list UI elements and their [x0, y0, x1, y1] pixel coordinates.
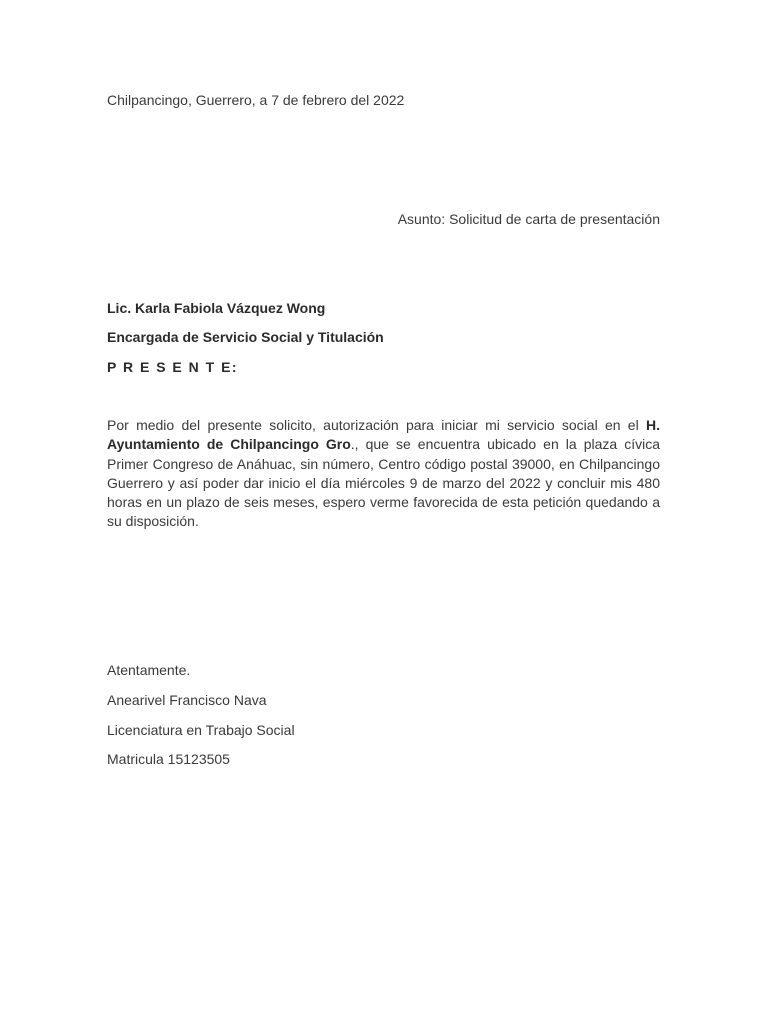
body-rest: ., que se encuentra ubicado en la plaza cívica Primer Congreso de Anáhuac, sin número, Centro código postal 39000, en Chilpancingo Guerrero y así poder dar inicio el día miércoles 9 de marzo del 2022 y concluir mis 480 horas en un plazo de seis meses, espero verme favorecida de esta petición quedando a su disposición. [107, 436, 660, 530]
signer-program: Licenciatura en Trabajo Social [107, 722, 295, 738]
subject-line: Asunto: Solicitud de carta de presentación [397, 211, 660, 227]
recipient-role: Encargada de Servicio Social y Titulación [107, 329, 384, 345]
body-intro: Por medio del presente solicito, autorización para iniciar mi servicio social en el [107, 417, 646, 433]
recipient-name: Lic. Karla Fabiola Vázquez Wong [107, 300, 326, 316]
place-date: Chilpancingo, Guerrero, a 7 de febrero del 2022 [107, 92, 405, 108]
signer-name: Anearivel Francisco Nava [107, 692, 267, 708]
body-paragraph [107, 416, 660, 532]
closing: Atentamente. [107, 662, 191, 678]
signer-student-id: Matricula 15123505 [107, 751, 230, 767]
body-institution: H. Ayuntamiento de Chilpancingo Gro [107, 417, 660, 453]
salutation: P R E S E N T E: [107, 359, 239, 375]
